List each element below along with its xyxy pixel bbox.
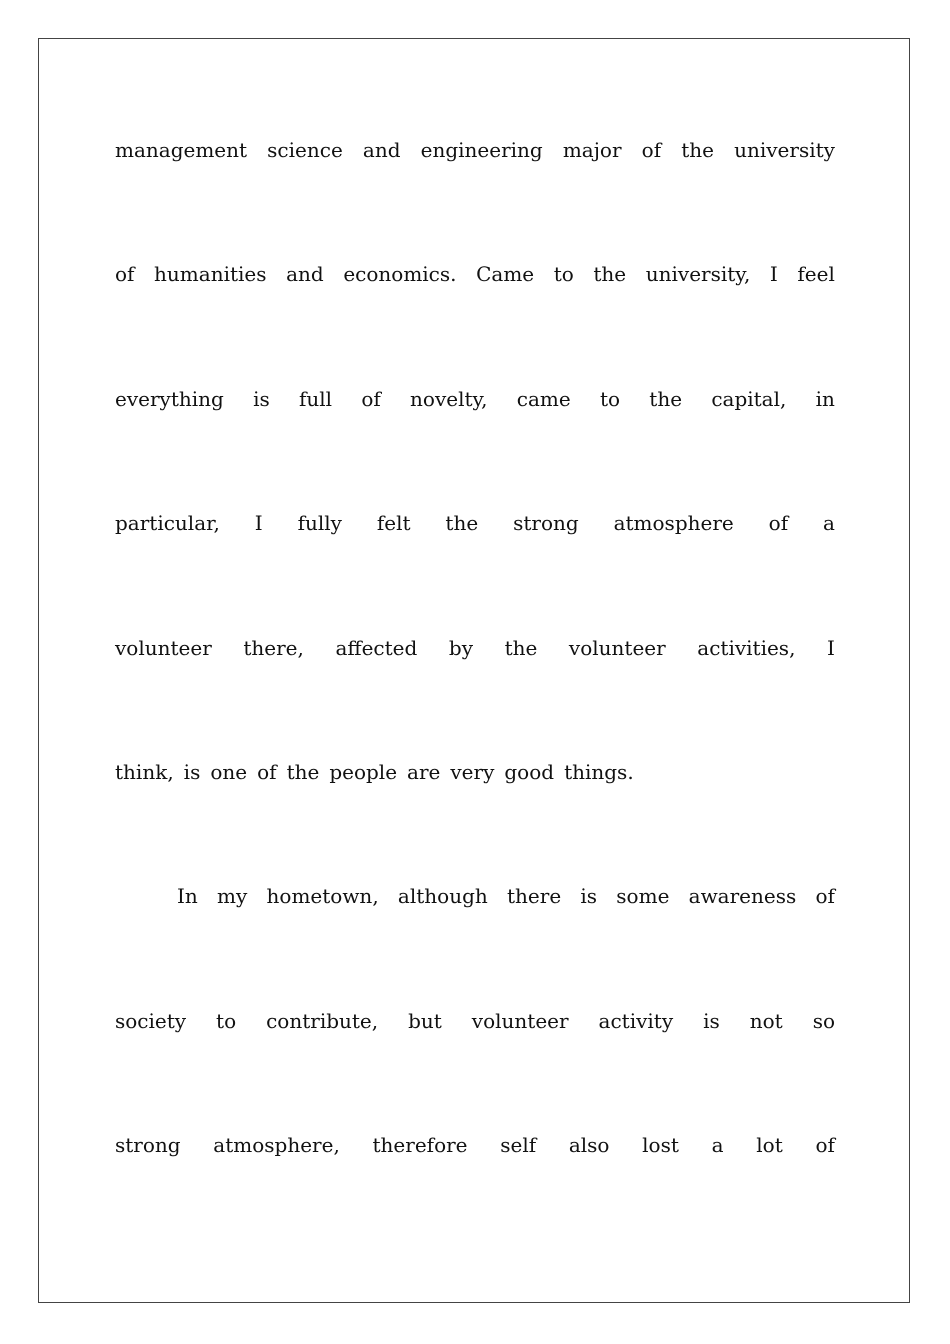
word: of <box>115 262 135 287</box>
text-line <box>115 632 835 756</box>
text-line <box>115 134 835 258</box>
word: to <box>599 386 621 411</box>
word: of <box>768 511 789 536</box>
word: people <box>329 759 398 784</box>
word: the <box>649 386 683 411</box>
text-line <box>115 507 835 631</box>
word: there <box>507 884 562 909</box>
word: think, <box>115 759 174 784</box>
word: good <box>504 759 555 784</box>
word: activity <box>598 1008 674 1033</box>
text-line <box>115 756 835 880</box>
word: and <box>362 138 401 162</box>
word: hometown, <box>266 884 379 909</box>
word: the <box>681 138 714 162</box>
word: also <box>568 1133 610 1158</box>
word: engineering <box>420 138 543 162</box>
word: of <box>815 884 835 909</box>
word: management <box>115 138 248 162</box>
word: a <box>711 1133 724 1158</box>
word: there, <box>243 635 304 660</box>
word: awareness <box>688 884 797 909</box>
word: volunteer <box>568 635 666 660</box>
word: affected <box>335 635 418 660</box>
word: volunteer <box>115 635 212 660</box>
word: of <box>257 759 277 784</box>
word: fully <box>297 511 342 536</box>
word: the <box>593 262 627 287</box>
word: In <box>177 884 198 909</box>
word: I <box>827 635 835 660</box>
word: self <box>500 1133 537 1158</box>
word: feel <box>797 262 835 287</box>
word: atmosphere <box>613 511 734 536</box>
text-line <box>115 1005 835 1129</box>
word: to <box>553 262 574 287</box>
word: science <box>267 138 343 162</box>
word: is <box>580 884 598 909</box>
word: a <box>823 511 835 536</box>
word: very <box>450 759 495 784</box>
word: I <box>254 511 263 536</box>
word: came <box>516 386 571 411</box>
word: is <box>253 386 270 411</box>
word: university, <box>645 262 751 287</box>
word: and <box>286 262 324 287</box>
word: economics. <box>343 262 457 287</box>
word: atmosphere, <box>213 1133 340 1158</box>
word: strong <box>115 1133 181 1158</box>
word: my <box>217 884 248 909</box>
word: is <box>703 1008 720 1033</box>
word: of <box>815 1133 835 1158</box>
word: strong <box>513 511 579 536</box>
word: although <box>397 884 488 909</box>
word: so <box>812 1008 835 1033</box>
word: lost <box>642 1133 679 1158</box>
word: the <box>445 511 479 536</box>
word: some <box>616 884 670 909</box>
text-line <box>115 1129 835 1253</box>
text-line <box>115 258 835 382</box>
word: of <box>361 386 381 411</box>
word: in <box>815 386 835 411</box>
word: I <box>769 262 778 287</box>
word: felt <box>376 511 411 536</box>
word: things. <box>564 759 634 784</box>
text-line <box>115 880 835 1004</box>
word: everything <box>115 386 224 411</box>
word: therefore <box>372 1133 468 1158</box>
word: activities, <box>697 635 796 660</box>
word: but <box>408 1008 442 1033</box>
word: society <box>115 1008 187 1033</box>
word: capital, <box>711 386 787 411</box>
word: full <box>299 386 333 411</box>
word: are <box>407 759 441 784</box>
word: is <box>183 759 201 784</box>
word: major <box>562 138 622 162</box>
word: the <box>286 759 320 784</box>
word: university <box>734 138 835 162</box>
word: by <box>448 635 473 660</box>
word: Came <box>476 262 535 287</box>
word: not <box>749 1008 783 1033</box>
text-line <box>115 383 835 507</box>
word: contribute, <box>266 1008 379 1033</box>
word: the <box>504 635 538 660</box>
word: lot <box>756 1133 783 1158</box>
word: volunteer <box>471 1008 569 1033</box>
word: one <box>210 759 248 784</box>
word: to <box>216 1008 237 1033</box>
document-body <box>115 134 835 1254</box>
word: novelty, <box>410 386 488 411</box>
word: particular, <box>115 511 220 536</box>
word: humanities <box>154 262 267 287</box>
word: of <box>641 138 662 162</box>
